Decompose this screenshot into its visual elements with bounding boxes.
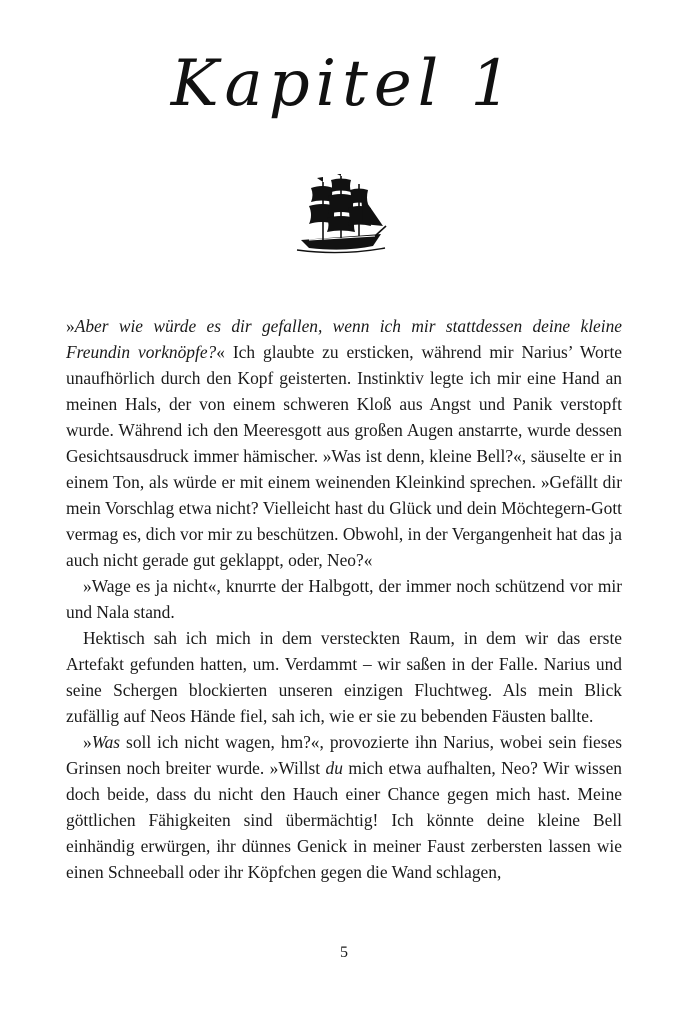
text-segment: » [66, 316, 75, 336]
sailing-ship-icon [295, 174, 387, 258]
paragraph [66, 625, 622, 729]
text-segment: Hektisch sah ich mich in dem versteckten Raum, in dem wir das erste Artefakt gefunden hatten, um. Verdammt – wir saßen in der Falle. Narius und seine Schergen blockierten unseren einzigen Fluchtweg. Als mein Blick zufällig auf Neos Hände fiel, sah ich, wie er sie zu bebenden Fäusten ballte. [66, 628, 622, 726]
text-segment: mich etwa aufhalten, Neo? Wir wissen doch beide, dass du nicht den Hauch einer Chance gegen mich hast. Meine göttlichen Fähigkeiten sind übermächtig! Ich könnte deine kleine Bell einhändig erwürgen, ihr dünnes Genick in meiner Faust zerbersten lassen wie einen Schneeball oder ihr Köpfchen gegen die Wand schlagen, [66, 758, 622, 882]
italic-text-segment: Aber wie würde es dir gefallen, wenn ich mir stattdessen deine kleine Freundin vorknöpfe? [66, 316, 622, 362]
text-segment: » [83, 732, 92, 752]
page-number: 5 [340, 944, 348, 961]
chapter-body-text [66, 313, 622, 885]
paragraph [66, 573, 622, 625]
text-segment: »Wage es ja nicht«, knurrte der Halbgott, der immer noch schützend vor mir und Nala stand. [66, 576, 622, 622]
italic-text-segment: du [325, 758, 343, 778]
chapter-title: Kapitel 1 [170, 47, 518, 121]
paragraph [66, 313, 622, 573]
italic-text-segment: Was [91, 732, 121, 752]
text-segment: soll ich nicht wagen, hm?«, provozierte ihn Narius, wobei sein fieses Grinsen noch breiter wurde. »Willst [66, 732, 622, 778]
paragraph [66, 729, 622, 885]
text-segment: « Ich glaubte zu ersticken, während mir Narius’ Worte unaufhörlich durch den Kopf geisterten. Instinktiv legte ich mir eine Hand an meinen Hals, der von einem schweren Kloß aus Angst und Panik verstopft wurde. Während ich den Meeresgott aus großen Augen anstarrte, wurde dessen Gesichtsausdruck immer hämischer. »Was ist denn, kleine Bell?«, säuselte er in einem Ton, als würde er mit einem weinenden Kleinkind sprechen. »Gefällt dir mein Vorschlag etwa nicht? Vielleicht hast du Glück und dein Möchtegern-Gott vermag es, dich vor mir zu beschützen. Obwohl, in der Vergangenheit hat das ja auch nicht gerade gut geklappt, oder, Neo?« [66, 342, 622, 570]
